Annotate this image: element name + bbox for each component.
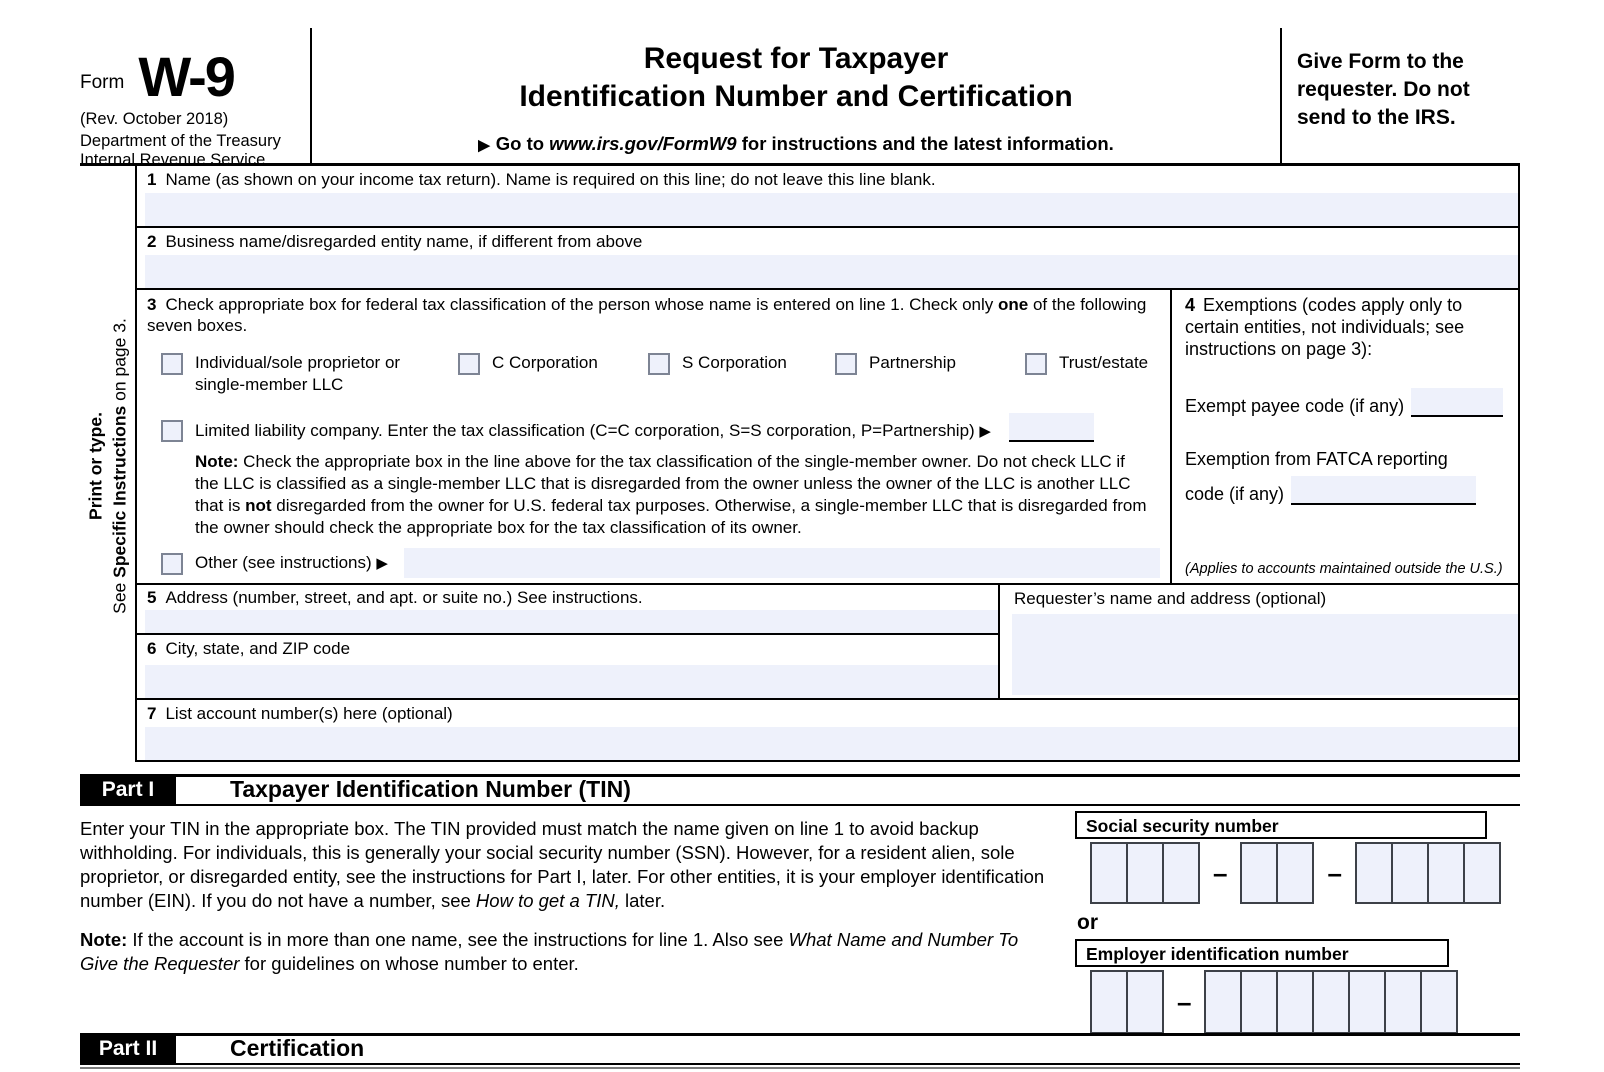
trust-estate-checkbox[interactable] — [1025, 353, 1047, 375]
form-title: Request for Taxpayer Identification Number and Certification — [519, 42, 1073, 114]
classification-llc — [161, 413, 1162, 442]
line3-line4-row — [137, 290, 1518, 585]
llc-checkbox[interactable] — [161, 420, 183, 442]
city-state-zip-input[interactable] — [145, 665, 998, 698]
line3-label: Check appropriate box for federal tax classification of the person whose name is entered on line 1. Check only one of the following seven boxes. — [147, 295, 1147, 336]
right-arrow-icon: ▶ — [979, 422, 991, 440]
ssn-digit-box[interactable] — [1391, 842, 1429, 904]
irs-url[interactable]: www.irs.gov/FormW9 — [549, 132, 737, 154]
requester-label: Requester’s name and address (optional) — [1014, 589, 1327, 608]
ssn-digit-box[interactable] — [1090, 842, 1128, 904]
ein-digit-box[interactable] — [1090, 970, 1128, 1034]
line7-row — [137, 700, 1518, 760]
llc-note: Note: Check the appropriate box in the line above for the tax classification of the single-member owner. Do not check LLC if the LLC is classified as a single-member LLC that is disregarded from the owner unless the owner of the LLC is another LLC that is not disregarded from the owner for U.S. federal tax purposes. Otherwise, a single-member LLC that is disregarded from the owner should check the appropriate box for the tax classification of its owner. — [195, 451, 1147, 537]
part1-title: Taxpayer Identification Number (TIN) — [230, 775, 631, 802]
line6-label: City, state, and ZIP code — [165, 639, 351, 658]
s-corporation-label: S Corporation — [682, 352, 787, 372]
ssn-digit-box[interactable] — [1427, 842, 1465, 904]
give-form-note: Give Form to the requester. Do not send to the IRS. — [1297, 50, 1470, 129]
llc-classification-input[interactable] — [1009, 413, 1094, 442]
ssn-digit-box[interactable] — [1240, 842, 1278, 904]
line5-number: 5 — [147, 588, 157, 607]
classification-trust-estate — [1025, 352, 1148, 396]
ein-digit-box[interactable] — [1126, 970, 1164, 1034]
part2-title: Certification — [230, 1034, 365, 1061]
name-input[interactable] — [145, 193, 1518, 226]
individual-checkbox[interactable] — [161, 353, 183, 375]
tin-entry-column — [1075, 811, 1520, 1034]
c-corporation-label: C Corporation — [492, 352, 598, 372]
see-instructions-label: See Specific Instructions on page 3. — [108, 318, 129, 614]
dept-treasury: Department of the Treasury — [80, 131, 281, 150]
classification-s-corp — [648, 352, 835, 396]
part1-tag: Part I — [80, 777, 176, 804]
c-corporation-checkbox[interactable] — [458, 353, 480, 375]
form-number: W-9 — [138, 45, 234, 108]
fatca-label-line2: code (if any) — [1185, 483, 1285, 504]
ssn-digit-box[interactable] — [1162, 842, 1200, 904]
line1-label: Name (as shown on your income tax return). Name is required on this line; do not leave this line blank. — [165, 170, 936, 189]
or-label: or — [1077, 911, 1098, 934]
part1-header-bar — [80, 774, 1520, 806]
ein-digit-box[interactable] — [1240, 970, 1278, 1034]
line2-row — [137, 228, 1518, 290]
partnership-label: Partnership — [869, 352, 956, 372]
individual-label: Individual/sole proprietor or single-member LLC — [195, 352, 401, 394]
line6-number: 6 — [147, 639, 157, 658]
other-label: Other (see instructions) ▶ — [195, 553, 388, 573]
ssn-digit-box[interactable] — [1126, 842, 1164, 904]
fatca-label-line1: Exemption from FATCA reporting — [1185, 448, 1448, 469]
ssn-label-box: Social security number — [1075, 811, 1487, 839]
ssn-boxes — [1090, 842, 1520, 904]
line4-number: 4 — [1185, 295, 1196, 315]
partnership-checkbox[interactable] — [835, 353, 857, 375]
ein-digit-box[interactable] — [1312, 970, 1350, 1034]
exempt-payee-line — [1185, 388, 1508, 417]
exempt-payee-code-input[interactable] — [1411, 388, 1503, 417]
line1-row — [137, 166, 1518, 228]
line3-section — [137, 290, 1170, 583]
part2-header-bar — [80, 1033, 1520, 1065]
ssn-digit-box[interactable] — [1463, 842, 1501, 904]
line4-section — [1170, 290, 1518, 583]
dept-irs: Internal Revenue Service — [80, 151, 266, 170]
ein-digit-box[interactable] — [1384, 970, 1422, 1034]
requester-name-address-input[interactable] — [1012, 614, 1518, 695]
fatca-code-input[interactable] — [1291, 476, 1476, 505]
fatca-line — [1185, 476, 1508, 505]
line5-line6-row — [137, 585, 1518, 700]
goto-instructions-line: ▶ Go to www.irs.gov/FormW9 for instructions and the latest information. — [478, 132, 1114, 154]
line5-row — [137, 585, 998, 635]
right-arrow-icon: ▶ — [376, 555, 388, 573]
print-or-type-label: Print or type. — [84, 412, 105, 520]
header-center-block — [310, 28, 1282, 163]
line2-number: 2 — [147, 232, 157, 251]
line1-number: 1 — [147, 170, 157, 189]
address-input[interactable] — [145, 610, 998, 633]
trust-estate-label: Trust/estate — [1059, 352, 1149, 372]
line4-label: Exemptions (codes apply only to certain entities, not individuals; see instructions on page 3): — [1185, 295, 1465, 359]
llc-label: Limited liability company. Enter the tax classification (C=C corporation, S=S corporation, P=Partnership) ▶ — [195, 420, 991, 440]
classification-other — [161, 548, 1162, 578]
ssn-dash: – — [1213, 858, 1228, 888]
form-main-box — [135, 166, 1520, 762]
classification-individual — [161, 352, 458, 396]
ein-digit-box[interactable] — [1276, 970, 1314, 1034]
exempt-payee-label: Exempt payee code (if any) — [1185, 395, 1405, 416]
applies-note: (Applies to accounts maintained outside the U.S.) — [1185, 561, 1503, 577]
account-numbers-input[interactable] — [145, 727, 1518, 760]
ein-digit-box[interactable] — [1348, 970, 1386, 1034]
tax-classification-checkboxes — [161, 352, 1162, 396]
ssn-dash: – — [1327, 858, 1342, 888]
header-right-block — [1282, 28, 1520, 163]
ein-digit-box[interactable] — [1204, 970, 1242, 1034]
vertical-instructions — [80, 170, 135, 762]
business-name-input[interactable] — [145, 255, 1518, 288]
tin-instructions: Enter your TIN in the appropriate box. The TIN provided must match the name given on line 1 to avoid backup withholding. For individuals, this is generally your social security number (SSN). However, for a resident alien, sole proprietor, or disregarded entity, see the instructions for Part I, later. For other entities, it is your employer identification number (EIN). If you do not have a number, see How to get a TIN, later. Note: If the account is in more than one name, see the instructions for line 1. Also see What Name and Number To Give the Requester for guidelines on whose number to enter. — [80, 818, 1045, 975]
ein-digit-box[interactable] — [1420, 970, 1458, 1034]
line2-label: Business name/disregarded entity name, if different from above — [165, 232, 643, 251]
ssn-digit-box[interactable] — [1276, 842, 1314, 904]
line6-row — [137, 635, 998, 698]
classification-c-corp — [458, 352, 648, 396]
ssn-digit-box[interactable] — [1355, 842, 1393, 904]
other-checkbox[interactable] — [161, 553, 183, 575]
line7-label: List account number(s) here (optional) — [165, 704, 453, 723]
ein-label-box: Employer identification number — [1075, 939, 1449, 967]
line5-label: Address (number, street, and apt. or suite no.) See instructions. — [165, 588, 643, 607]
form-header — [80, 28, 1520, 170]
line7-number: 7 — [147, 704, 157, 723]
part1-body — [80, 809, 1520, 1017]
header-left-block — [80, 28, 310, 170]
other-input[interactable] — [404, 548, 1160, 578]
form-word: Form — [80, 71, 125, 93]
classification-partnership — [835, 352, 1025, 396]
ein-dash: – — [1177, 987, 1192, 1017]
requester-section — [998, 585, 1518, 698]
part2-tag: Part II — [80, 1036, 176, 1063]
form-revision: (Rev. October 2018) — [80, 109, 229, 128]
bottom-divider — [80, 1067, 1520, 1069]
s-corporation-checkbox[interactable] — [648, 353, 670, 375]
ein-boxes — [1090, 970, 1520, 1034]
right-arrow-icon: ▶ — [478, 136, 490, 154]
line3-number: 3 — [147, 295, 157, 314]
